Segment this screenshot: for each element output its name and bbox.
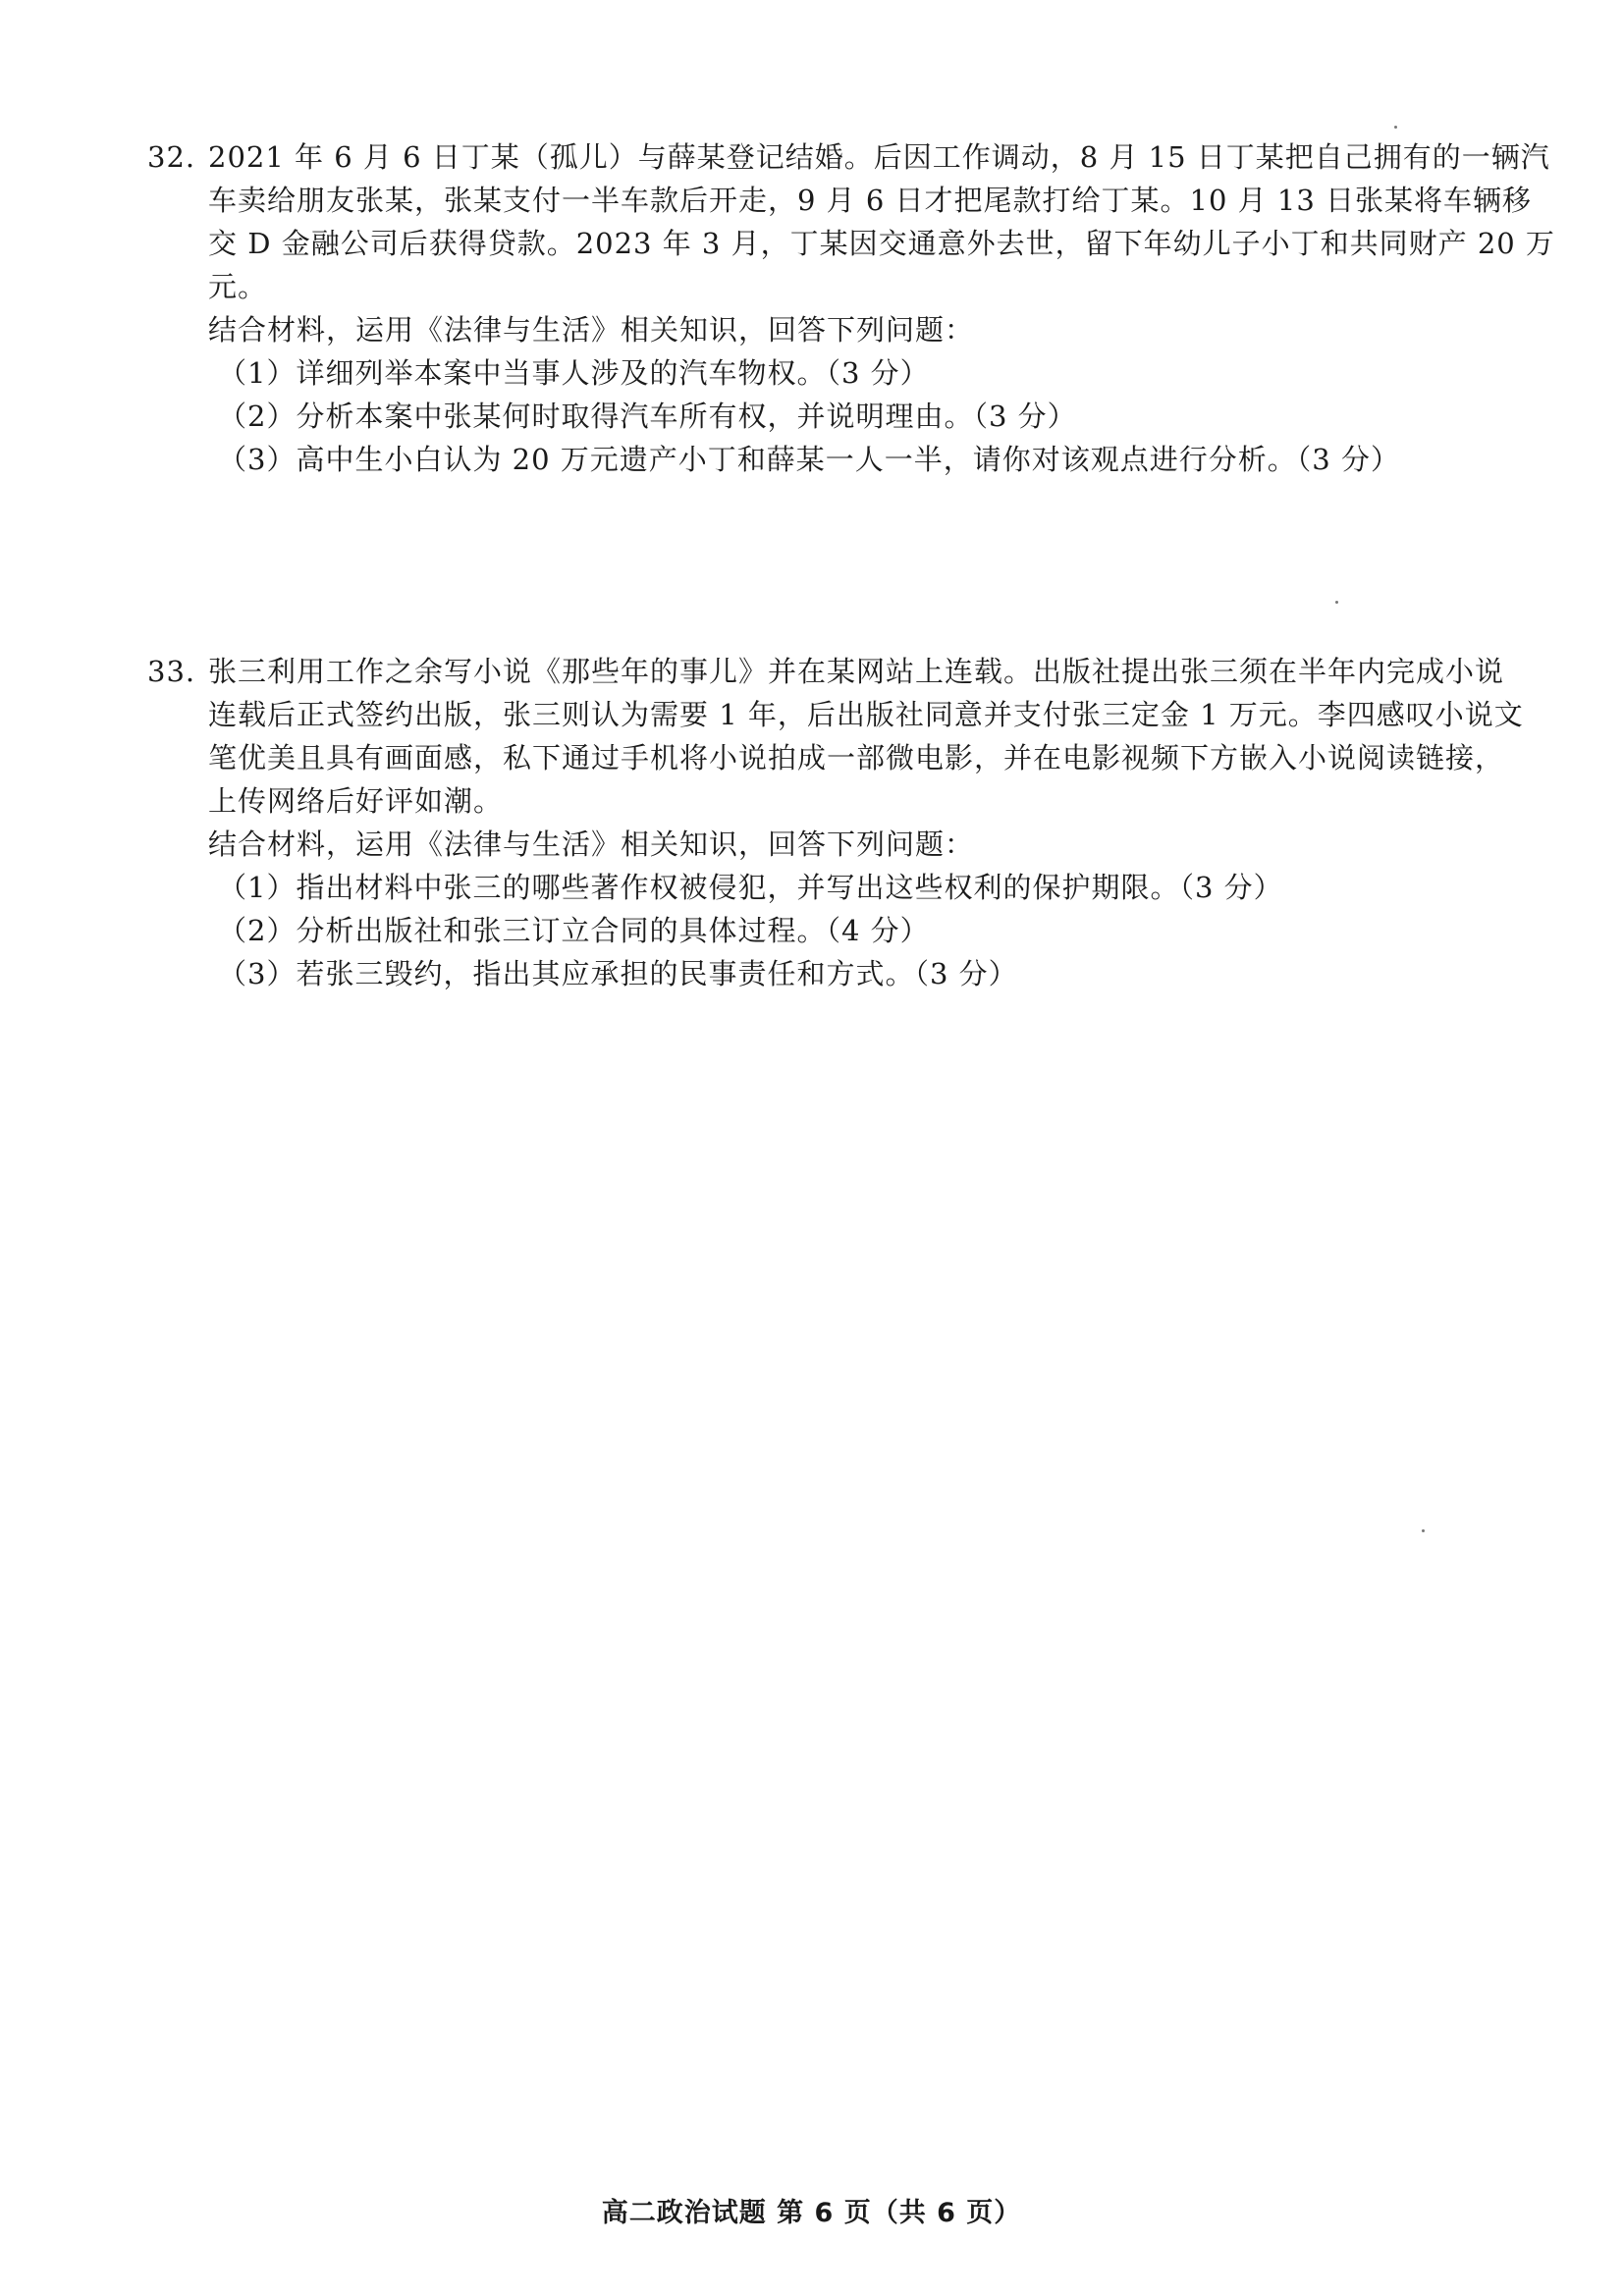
question-33 — [147, 650, 1524, 995]
sub-question: （2）分析本案中张某何时取得汽车所有权，并说明理由。（3 分） — [218, 400, 1077, 433]
sub-question: （1）指出材料中张三的哪些著作权被侵犯，并写出这些权利的保护期限。（3 分） — [218, 871, 1283, 904]
question-material-line: 32. 2021 年 6 月 6 日丁某（孤儿）与薛某登记结婚。后因工作调动，8 月 15 日丁某把自己拥有的一辆汽 — [147, 135, 1502, 179]
page-footer: 高二政治试题 第 6 页（共 6 页） — [601, 2198, 1022, 2228]
question-material-line: 车卖给朋友张某，张某支付一半车款后开走，9 月 6 日才把尾款打给丁某。10 月 13 日张某将车辆移 — [208, 184, 1533, 217]
question-32 — [147, 135, 1555, 481]
sub-question: （1）详细列举本案中当事人涉及的汽车物权。（3 分） — [218, 356, 930, 390]
scan-speck — [1422, 1529, 1425, 1532]
question-prompt: 结合材料，运用《法律与生活》相关知识，回答下列问题： — [208, 828, 975, 861]
scan-speck — [1335, 601, 1338, 604]
scan-speck — [1394, 126, 1397, 129]
question-material-line: 33. 张三利用工作之余写小说《那些年的事儿》并在某网站上连载。出版社提出张三须在半年内完成小说 — [147, 650, 1502, 693]
sub-question: （3）高中生小白认为 20 万元遗产小丁和薛某一人一半，请你对该观点进行分析。（3 分） — [218, 443, 1400, 476]
question-material-line: 上传网络后好评如潮。 — [208, 784, 504, 818]
question-material-line: 交 D 金融公司后获得贷款。2023 年 3 月，丁某因交通意外去世，留下年幼儿子小丁和共同财产 20 万 — [208, 227, 1555, 260]
question-number: 32. — [147, 140, 196, 174]
sub-question: （2）分析出版社和张三订立合同的具体过程。（4 分） — [218, 914, 930, 947]
question-prompt: 结合材料，运用《法律与生活》相关知识，回答下列问题： — [208, 313, 975, 347]
question-material-line: 元。 — [208, 270, 268, 303]
question-material-line: 连载后正式签约出版，张三则认为需要 1 年，后出版社同意并支付张三定金 1 万元。李四感叹小说文 — [208, 698, 1524, 731]
question-material-line: 笔优美且具有画面感，私下通过手机将小说拍成一部微电影，并在电影视频下方嵌入小说阅读链接， — [208, 741, 1505, 774]
sub-question: （3）若张三毁约，指出其应承担的民事责任和方式。（3 分） — [218, 957, 1018, 990]
question-number: 33. — [147, 655, 196, 688]
